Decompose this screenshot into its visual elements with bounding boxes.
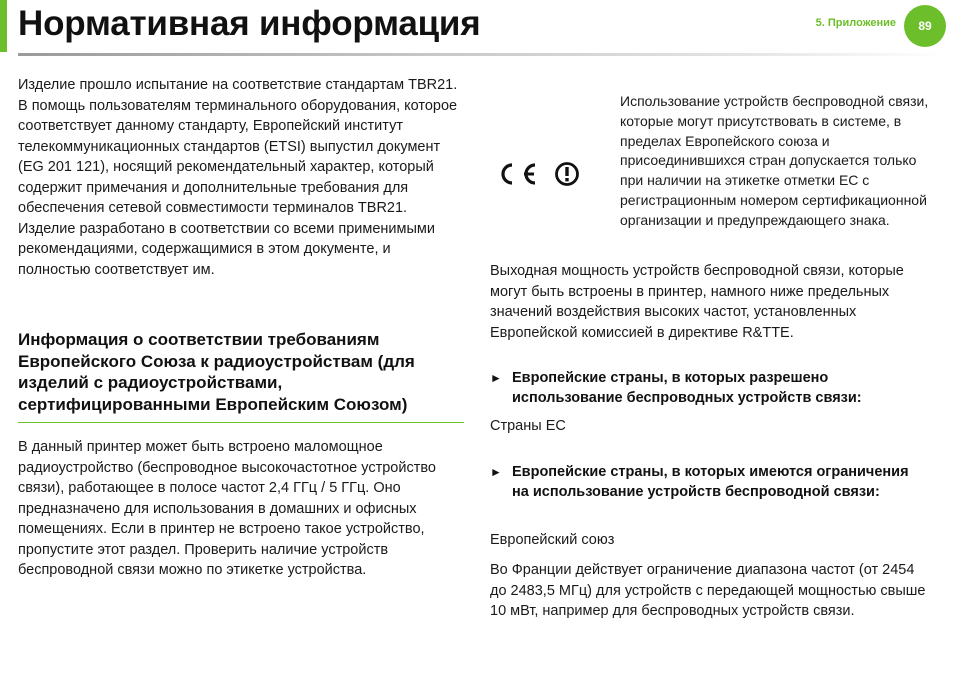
radio-device-paragraph: В данный принтер может быть встроено маломощное радиоустройство (беспроводное высокочастотное устройство связи), работающее в полосе частот 2,4 ГГц / 5 ГГц. Оно предназначено для использования в домашних и офисных помещениях. Если в принтер не встроено такое устройство, пропустите этот раздел. Проверить наличие устройств беспроводной связи можно по этикетке устройства. (18, 439, 436, 578)
eu-radio-heading: Информация о соответствии требованиям Европейского Союза к радиоустройствам (для изделий с радиоустройствами, сертифицированными Европейским Союзом) (18, 330, 415, 414)
allowed-countries-bullet (490, 369, 920, 408)
restricted-countries-label: Европейские страны, в которых имеются ограничения на использование устройств беспроводной связи: (512, 464, 909, 500)
bullet-triangle-icon: ► (490, 371, 502, 385)
page-number-badge: 89 (904, 5, 946, 47)
allowed-countries-value: Страны ЕС (490, 418, 566, 434)
tbr21-paragraph: Изделие прошло испытание на соответствие стандартам TBR21. В помощь пользователям терминального оборудования, которое соответствует данному стандарту, Европейский институт телекоммуникационных стандартов (ETSI) выпустил документ (EG 201 121), носящий рекомендательный характер, который содержит примечания и дополнительные требования для обеспечения сетевой совместимости терминалов TBR21. Изделие разработано в соответствии со всеми применимыми рекомендациями, содержащимися в этом документе, и полностью соответствует им. (18, 77, 458, 278)
allowed-countries-label: Европейские страны, в которых разрешено использование беспроводных устройств связи: (512, 370, 862, 406)
france-restriction-paragraph: Во Франции действует ограничение диапазона частот (от 2454 до 2483,5 МГц) для устройств с передающей мощностью свыше 10 мВт, например для беспроводных устройств связи. (490, 562, 926, 619)
heading-divider (18, 422, 464, 423)
bullet-triangle-icon: ► (490, 465, 502, 479)
section-label: 5. Приложение (815, 17, 896, 29)
restricted-countries-value: Европейский союз (490, 532, 615, 548)
header-accent-bar (0, 0, 7, 52)
output-power-paragraph: Выходная мощность устройств беспроводной связи, которые могут быть встроены в принтер, намного ниже предельных значений воздействия высоких частот, установленных Европейской комиссией в директиве R&TTE. (490, 263, 904, 341)
restricted-countries-bullet (490, 463, 920, 502)
ce-marking-paragraph: Использование устройств беспроводной связи, которые могут присутствовать в системе, в пределах Европейского союза и присоединившихся стран допускается только при наличии на этикетке отметки ЕС с регистрационным номером сертификационной организации и предупреждающего знака. (620, 93, 929, 228)
page-title: Нормативная информация (18, 4, 481, 43)
header-divider (18, 53, 946, 56)
ce-alert-mark-icon (493, 157, 585, 191)
